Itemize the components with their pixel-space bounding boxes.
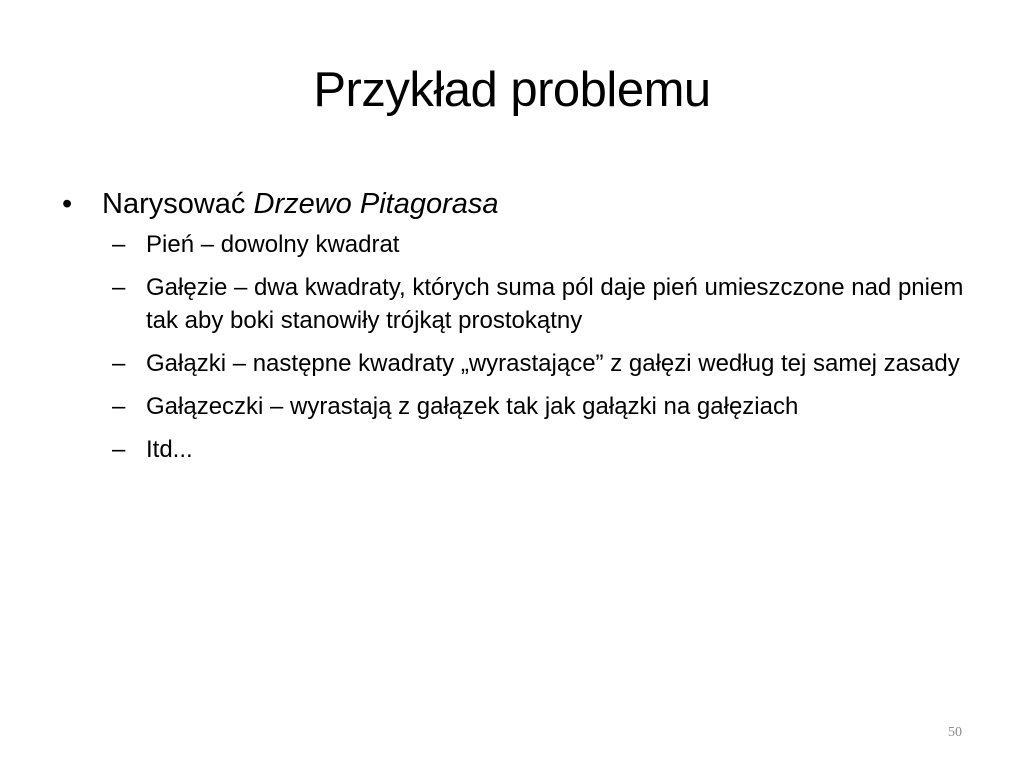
sub-bullet-text: Gałązki – następne kwadraty „wyrastające” z gałęzi według tej samej zasady: [146, 350, 960, 377]
dash-icon: –: [112, 436, 126, 463]
sub-bullet-text: Gałązeczki – wyrastają z gałązek tak jak gałązki na gałęziach: [146, 393, 799, 420]
sub-bullet-item: [60, 271, 976, 337]
sub-bullet-item: [60, 433, 976, 466]
dash-icon: –: [112, 350, 126, 377]
sub-bullet-text: Itd...: [146, 436, 193, 463]
dash-icon: –: [112, 393, 126, 420]
main-bullet-italic-text: Drzewo Pitagorasa: [253, 188, 499, 220]
sub-bullet-item: [60, 228, 976, 261]
sub-bullet-text: Pień – dowolny kwadrat: [146, 231, 400, 258]
dash-icon: –: [112, 231, 126, 258]
page-number: 50: [948, 725, 962, 740]
sub-bullet-item: [60, 347, 976, 380]
slide-title: Przykład problemu: [313, 63, 711, 117]
sub-bullet-item: [60, 390, 976, 423]
main-bullet-text: Narysować: [102, 188, 254, 220]
bullet-icon: •: [62, 188, 73, 220]
dash-icon: –: [112, 274, 126, 301]
main-bullet-item: [60, 184, 980, 224]
slide-content: [60, 184, 980, 476]
sub-bullet-text: Gałęzie – dwa kwadraty, których suma pól daje pień umieszczone nad pniem tak aby boki stanowiły trójkąt prostokątny: [146, 274, 964, 334]
sub-bullet-list: [60, 228, 980, 466]
